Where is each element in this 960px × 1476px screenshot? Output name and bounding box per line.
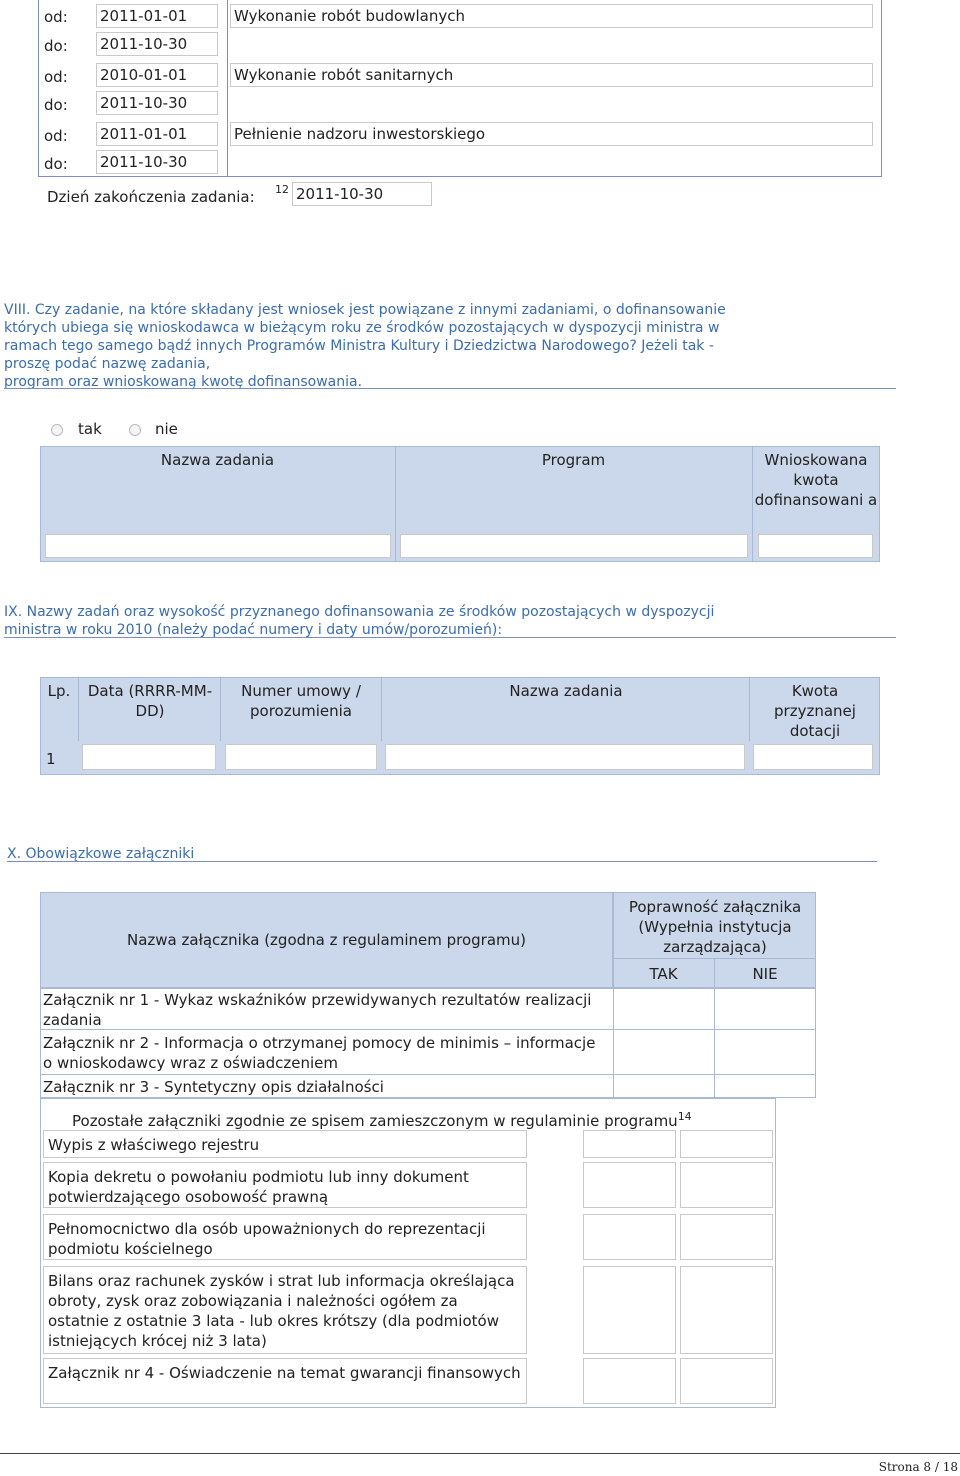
- end-date-label: Dzień zakończenia zadania:: [47, 188, 255, 206]
- do-label: do:: [44, 96, 68, 114]
- radio-no-label: nie: [155, 420, 178, 438]
- other-attachment-4-no[interactable]: [680, 1266, 773, 1354]
- row-divider: [40, 1074, 816, 1075]
- col-divider: [381, 677, 382, 741]
- related-program-input[interactable]: [400, 534, 748, 558]
- col-date: Data (RRRR-MM-DD): [87, 682, 213, 720]
- col-lp: Lp.: [47, 682, 71, 700]
- other-attachment-3: Pełnomocnictwo dla osób upoważnionych do reprezentacji podmiotu kościelnego: [43, 1214, 527, 1260]
- page-number: Strona 8 / 18: [878, 1460, 958, 1474]
- section-10-rule: [7, 861, 877, 862]
- other-attachment-5: Załącznik nr 4 - Oświadczenie na temat gwarancji finansowych: [43, 1358, 527, 1404]
- col-no: NIE: [752, 965, 778, 983]
- section-9-question: IX. Nazwy zadań oraz wysokość przyznanego dofinansowania ze środków pozostających w dyspozycji ministra w roku 2010 (należy podać numery i daty umów/porozumień):: [4, 604, 715, 638]
- od-label: od:: [44, 8, 68, 26]
- other-attachment-3-no[interactable]: [680, 1214, 773, 1260]
- end-date-field[interactable]: 2011-10-30: [96, 150, 218, 174]
- od-label: od:: [44, 127, 68, 145]
- action-field[interactable]: Wykonanie robót budowlanych: [230, 4, 873, 28]
- radio-yes[interactable]: [51, 424, 63, 436]
- task-end-date-field[interactable]: 2011-10-30: [292, 182, 432, 206]
- other-attachment-1-no[interactable]: [680, 1130, 773, 1158]
- start-date-field[interactable]: 2011-01-01: [96, 122, 218, 146]
- section-8-rule: [4, 388, 896, 389]
- other-attachment-5-yes[interactable]: [583, 1358, 676, 1404]
- col-agreement-number: Numer umowy / porozumienia: [241, 682, 361, 720]
- section-9-rule: [4, 637, 896, 638]
- end-date-field[interactable]: 2011-10-30: [96, 91, 218, 115]
- do-label: do:: [44, 155, 68, 173]
- grant-number-input[interactable]: [225, 744, 377, 770]
- attachment-1: Załącznik nr 1 - Wykaz wskaźników przewidywanych rezultatów realizacji zadania: [43, 991, 592, 1029]
- action-field[interactable]: Wykonanie robót sanitarnych: [230, 63, 873, 87]
- other-attachment-4-yes[interactable]: [583, 1266, 676, 1354]
- col-divider: [749, 677, 750, 741]
- col-divider: [714, 988, 715, 1098]
- related-task-name-input[interactable]: [45, 534, 391, 558]
- schedule-divider: [227, 0, 228, 176]
- end-date-field[interactable]: 2011-10-30: [96, 32, 218, 56]
- grant-task-name-input[interactable]: [385, 744, 745, 770]
- radio-yes-label: tak: [78, 420, 102, 438]
- footer-rule: [0, 1453, 960, 1454]
- attachment-2: Załącznik nr 2 - Informacja o otrzymanej pomocy de minimis – informacje o wnioskodawcy wraz z oświadczeniem: [43, 1034, 596, 1072]
- other-attachment-3-yes[interactable]: [583, 1214, 676, 1260]
- col-program: Program: [541, 451, 606, 469]
- col-divider: [613, 988, 614, 1098]
- other-attachment-1: Wypis z właściwego rejestru: [43, 1130, 527, 1158]
- col-attachment-correctness: Poprawność załącznika (Wypełnia instytucja zarządzająca): [628, 898, 802, 956]
- other-attachment-2-no[interactable]: [680, 1162, 773, 1208]
- action-field[interactable]: Pełnienie nadzoru inwestorskiego: [230, 122, 873, 146]
- end-date-footnote: 12: [275, 183, 289, 196]
- other-attachment-1-yes[interactable]: [583, 1130, 676, 1158]
- other-attachment-4: Bilans oraz rachunek zysków i strat lub informacja określająca obroty, zysk oraz zobowiązania i należności ogółem za ostatnie z ostatnie 3 lata - lub okres krótszy (dla podmiotów istniejących krócej niż 3 lata): [43, 1266, 527, 1354]
- col-requested-amount: Wnioskowana kwota dofinansowani a: [754, 451, 878, 509]
- section-8-question: VIII. Czy zadanie, na które składany jest wniosek jest powiązane z innymi zadaniami, o dofinansowanie których ubiega się wnioskodawca w bieżącym roku ze środków pozostających w dyspozycji ministra w ramach tego samego bądź innych Programów Ministra Kultury i Dziedzictwa Narodowego? Jeżeli tak - proszę podać nazwę zadania, program oraz wnioskowaną kwotę dofinansowania.: [4, 302, 726, 390]
- col-task-name: Nazwa zadania: [509, 682, 623, 700]
- attachment-3: Załącznik nr 3 - Syntetyczny opis działalności: [43, 1078, 384, 1096]
- col-divider: [220, 677, 221, 741]
- grant-amount-input[interactable]: [753, 744, 873, 770]
- radio-no[interactable]: [129, 424, 141, 436]
- row-index: 1: [46, 750, 56, 768]
- col-divider: [78, 677, 79, 741]
- other-attachment-2-yes[interactable]: [583, 1162, 676, 1208]
- section-10-title: X. Obowiązkowe załączniki: [7, 846, 195, 862]
- col-yes: TAK: [649, 965, 678, 983]
- grant-date-input[interactable]: [82, 744, 216, 770]
- related-amount-input[interactable]: [758, 534, 873, 558]
- other-attachment-5-no[interactable]: [680, 1358, 773, 1404]
- col-task-name: Nazwa zadania: [160, 451, 275, 469]
- start-date-field[interactable]: 2010-01-01: [96, 63, 218, 87]
- other-attachment-2: Kopia dekretu o powołaniu podmiotu lub inny dokument potwierdzającego osobowość prawną: [43, 1162, 527, 1208]
- od-label: od:: [44, 68, 68, 86]
- start-date-field[interactable]: 2011-01-01: [96, 4, 218, 28]
- do-label: do:: [44, 37, 68, 55]
- col-attachment-name: Nazwa załącznika (zgodna z regulaminem programu): [126, 931, 526, 949]
- other-attachments-footnote: 14: [677, 1110, 692, 1123]
- other-attachments-label: Pozostałe załączniki zgodnie ze spisem zamieszczonym w regulaminie programu$^{14}$: [72, 1110, 692, 1130]
- col-granted-amount: Kwota przyznanej dotacji: [774, 682, 856, 740]
